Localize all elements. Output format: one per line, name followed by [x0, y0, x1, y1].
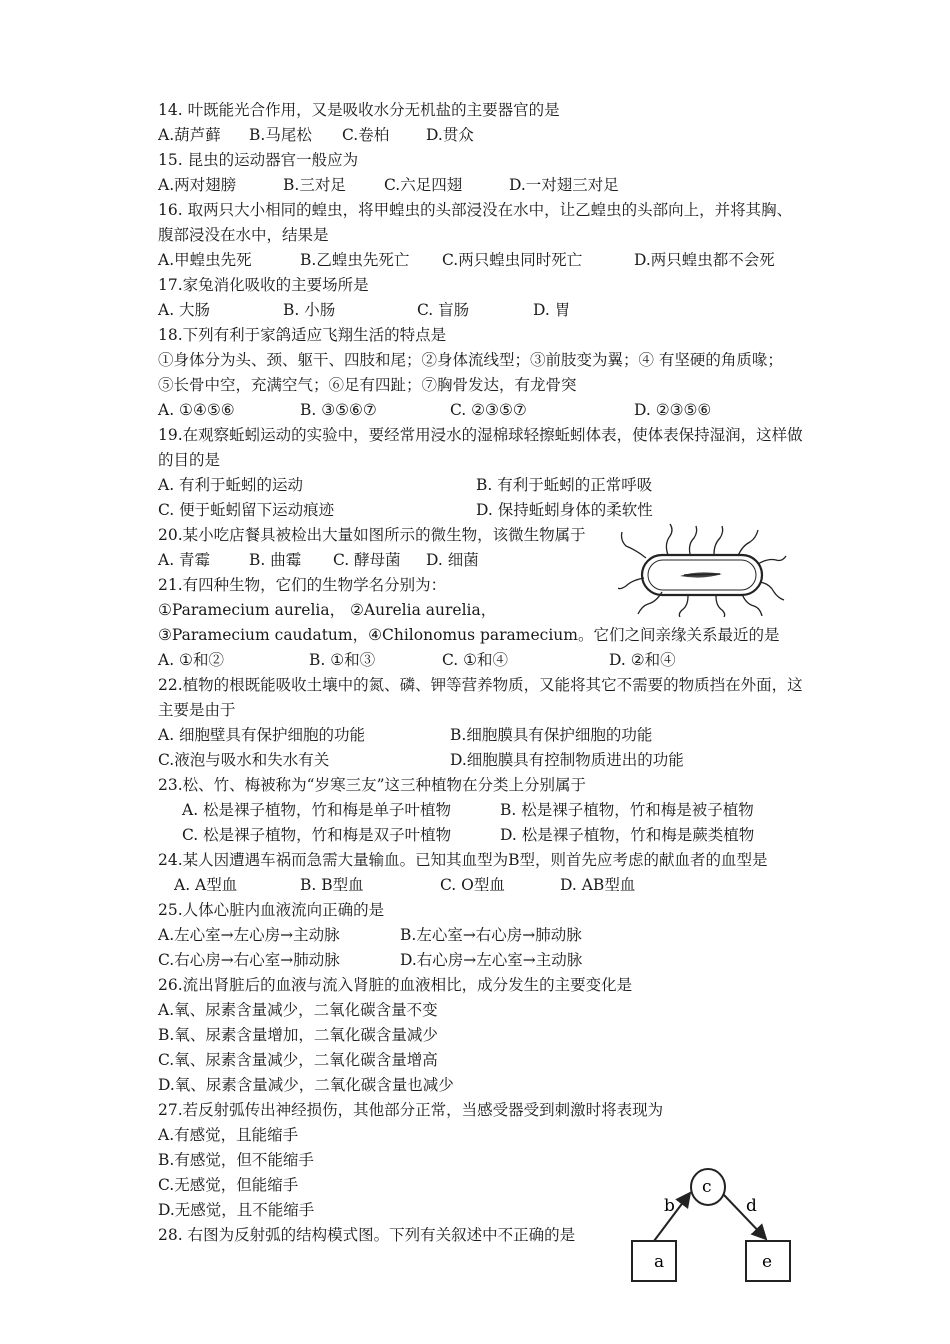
q19-stem-line2: 的目的是	[158, 451, 221, 469]
q27-option-b[interactable]: B.有感觉，但不能缩手	[158, 1151, 314, 1169]
q20-option-a[interactable]: A. 青霉	[158, 551, 211, 569]
q20-option-c[interactable]: C. 酵母菌	[333, 551, 401, 569]
reflex-arc-diagram	[628, 1165, 808, 1290]
q23-option-d[interactable]: D. 松是裸子植物，竹和梅是蕨类植物	[500, 826, 755, 844]
q14-option-b[interactable]: B.马尾松	[249, 126, 312, 144]
q15-option-a[interactable]: A.两对翅膀	[158, 176, 237, 194]
q14-option-c[interactable]: C.卷柏	[342, 126, 390, 144]
q21-stem-line1: 21.有四种生物，它们的生物学名分别为：	[158, 576, 447, 594]
q18-option-b[interactable]: B. ③⑤⑥⑦	[300, 401, 377, 419]
reflex-arc-svg	[628, 1165, 808, 1290]
q24-stem: 24.某人因遭遇车祸而急需大量输血。已知其血型为B型，则首先应考虑的献血者的血型是	[158, 851, 768, 869]
q23-stem: 23.松、竹、梅被称为“岁寒三友”这三种植物在分类上分别属于	[158, 776, 587, 794]
q18-option-a[interactable]: A. ①④⑤⑥	[158, 401, 235, 419]
q26-option-d[interactable]: D.氧、尿素含量减少，二氧化碳含量也减少	[158, 1076, 454, 1094]
q21-option-c[interactable]: C. ①和④	[442, 651, 509, 669]
q24-option-a[interactable]: A. A型血	[174, 876, 238, 894]
q20-option-d[interactable]: D. 细菌	[426, 551, 479, 569]
q14-option-d[interactable]: D.贯众	[426, 126, 474, 144]
q22-stem-line1: 22.植物的根既能吸收土壤中的氮、磷、钾等营养物质，又能将其它不需要的物质挡在外面，这	[158, 676, 803, 694]
q17-stem: 17.家兔消化吸收的主要场所是	[158, 276, 369, 294]
q26-option-a[interactable]: A.氧、尿素含量减少，二氧化碳含量不变	[158, 1001, 438, 1019]
q24-option-d[interactable]: D. AB型血	[560, 876, 636, 894]
q18-option-d[interactable]: D. ②③⑤⑥	[634, 401, 712, 419]
q23-option-c[interactable]: C. 松是裸子植物，竹和梅是双子叶植物	[182, 826, 452, 844]
q15-option-b[interactable]: B.三对足	[283, 176, 346, 194]
q19-option-c[interactable]: C. 便于蚯蚓留下运动痕迹	[158, 501, 335, 519]
q25-stem: 25.人体心脏内血液流向正确的是	[158, 901, 385, 919]
q17-option-d[interactable]: D. 胃	[533, 301, 571, 319]
q23-option-b[interactable]: B. 松是裸子植物，竹和梅是被子植物	[500, 801, 754, 819]
q14-stem: 14. 叶既能光合作用，又是吸收水分无机盐的主要器官的是	[158, 101, 560, 119]
q19-option-a[interactable]: A. 有利于蚯蚓的运动	[158, 476, 304, 494]
q24-option-c[interactable]: C. O型血	[440, 876, 505, 894]
efferent-arrow-d	[724, 1195, 766, 1239]
q21-option-b[interactable]: B. ①和③	[309, 651, 376, 669]
q17-option-b[interactable]: B. 小肠	[283, 301, 336, 319]
q25-option-c[interactable]: C.右心房→右心室→肺动脉	[158, 951, 340, 969]
q18-stem-line1: 18.下列有利于家鸽适应飞翔生活的特点是	[158, 326, 447, 344]
q15-stem: 15. 昆虫的运动器官一般应为	[158, 151, 359, 169]
q21-option-a[interactable]: A. ①和②	[158, 651, 224, 669]
q23-option-a[interactable]: A. 松是裸子植物，竹和梅是单子叶植物	[182, 801, 452, 819]
q15-option-d[interactable]: D.一对翅三对足	[509, 176, 619, 194]
label-a: a	[654, 1252, 665, 1272]
q21-stem-line3: ③Paramecium caudatum，④Chilonomus paramecium。它们之间亲缘关系最近的是	[158, 626, 780, 644]
q16-option-c[interactable]: C.两只蝗虫同时死亡	[442, 251, 583, 269]
q17-option-a[interactable]: A. 大肠	[158, 301, 211, 319]
q21-option-d[interactable]: D. ②和④	[609, 651, 676, 669]
q27-option-d[interactable]: D.无感觉，且不能缩手	[158, 1201, 315, 1219]
q22-option-c[interactable]: C.液泡与吸水和失水有关	[158, 751, 330, 769]
q25-option-b[interactable]: B.左心室→右心房→肺动脉	[400, 926, 582, 944]
q14-option-a[interactable]: A.葫芦藓	[158, 126, 221, 144]
q24-option-b[interactable]: B. B型血	[300, 876, 364, 894]
q21-stem-line2: ①Paramecium aurelia， ②Aurelia aurelia，	[158, 601, 497, 619]
q27-option-c[interactable]: C.无感觉，但能缩手	[158, 1176, 299, 1194]
q15-option-c[interactable]: C.六足四翅	[384, 176, 463, 194]
q18-stem-line3: ⑤长骨中空，充满空气；⑥足有四趾；⑦胸骨发达，有龙骨突	[158, 376, 577, 394]
label-b: b	[664, 1196, 675, 1216]
q16-stem-line1: 16. 取两只大小相同的蝗虫，将甲蝗虫的头部浸没在水中，让乙蝗虫的头部向上，并将其胸、	[158, 201, 793, 219]
q22-option-d[interactable]: D.细胞膜具有控制物质进出的功能	[450, 751, 684, 769]
bacterium-figure	[618, 522, 788, 617]
q16-option-d[interactable]: D.两只蝗虫都不会死	[634, 251, 775, 269]
q16-stem-line2: 腹部浸没在水中，结果是	[158, 226, 329, 244]
label-d: d	[746, 1196, 757, 1216]
q25-option-a[interactable]: A.左心室→左心房→主动脉	[158, 926, 340, 944]
q17-option-c[interactable]: C. 盲肠	[417, 301, 470, 319]
q22-option-a[interactable]: A. 细胞壁具有保护细胞的功能	[158, 726, 366, 744]
q27-stem: 27.若反射弧传出神经损伤，其他部分正常，当感受器受到刺激时将表现为	[158, 1101, 664, 1119]
q20-option-b[interactable]: B. 曲霉	[249, 551, 302, 569]
q19-stem-line1: 19.在观察蚯蚓运动的实验中，要经常用浸水的湿棉球轻擦蚯蚓体表，使体表保持湿润，这样做	[158, 426, 803, 444]
q16-option-b[interactable]: B.乙蝗虫先死亡	[300, 251, 410, 269]
rod-bacterium-icon	[618, 522, 788, 617]
q19-option-b[interactable]: B. 有利于蚯蚓的正常呼吸	[476, 476, 653, 494]
q22-option-b[interactable]: B.细胞膜具有保护细胞的功能	[450, 726, 653, 744]
q20-stem: 20.某小吃店餐具被检出大量如图所示的微生物，该微生物属于	[158, 526, 586, 544]
label-c: c	[702, 1177, 712, 1197]
q26-option-b[interactable]: B.氧、尿素含量增加，二氧化碳含量减少	[158, 1026, 438, 1044]
q26-stem: 26.流出肾脏后的血液与流入肾脏的血液相比，成分发生的主要变化是	[158, 976, 633, 994]
q18-option-c[interactable]: C. ②③⑤⑦	[450, 401, 527, 419]
q26-option-c[interactable]: C.氧、尿素含量减少，二氧化碳含量增高	[158, 1051, 438, 1069]
label-e: e	[762, 1252, 773, 1272]
q28-stem: 28. 右图为反射弧的结构模式图。下列有关叙述中不正确的是	[158, 1226, 576, 1244]
q18-stem-line2: ①身体分为头、颈、躯干、四肢和尾；②身体流线型；③前肢变为翼；④ 有坚硬的角质喙；	[158, 351, 783, 369]
q22-stem-line2: 主要是由于	[158, 701, 236, 719]
q16-option-a[interactable]: A.甲蝗虫先死	[158, 251, 252, 269]
q25-option-d[interactable]: D.右心房→左心室→主动脉	[400, 951, 583, 969]
q19-option-d[interactable]: D. 保持蚯蚓身体的柔软性	[476, 501, 653, 519]
q27-option-a[interactable]: A.有感觉，且能缩手	[158, 1126, 299, 1144]
